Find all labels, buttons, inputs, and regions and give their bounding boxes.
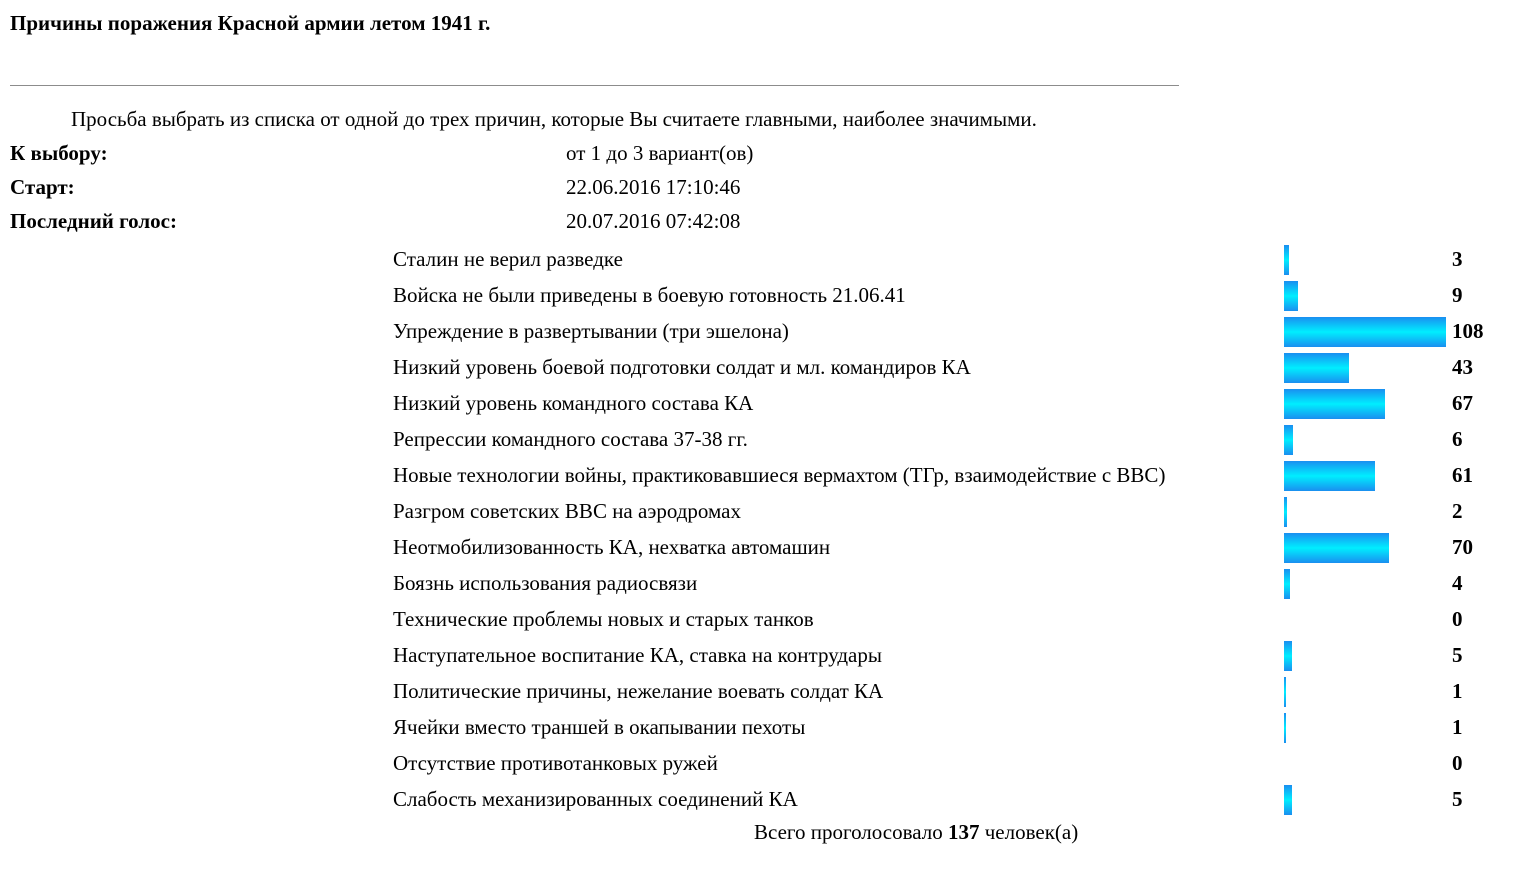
result-bar — [1284, 641, 1292, 671]
option-label: Войска не были приведены в боевую готовность 21.06.41 — [393, 283, 906, 307]
result-row — [393, 713, 1463, 743]
vote-count: 3 — [1452, 247, 1463, 271]
option-label: Слабость механизированных соединений КА — [393, 787, 798, 811]
result-bar — [1284, 713, 1286, 743]
result-row — [393, 425, 1463, 455]
option-label: Низкий уровень боевой подготовки солдат и мл. командиров КА — [393, 355, 971, 379]
meta-label: Последний голос: — [10, 209, 177, 233]
result-bar — [1284, 785, 1292, 815]
result-row — [393, 461, 1473, 491]
vote-count: 0 — [1452, 751, 1463, 775]
result-bar — [1284, 677, 1286, 707]
total-prefix: Всего проголосовало — [754, 820, 943, 844]
result-row — [393, 245, 1463, 275]
result-row — [393, 751, 1463, 775]
vote-count: 70 — [1452, 535, 1473, 559]
vote-count: 9 — [1452, 283, 1463, 307]
result-bar — [1284, 281, 1298, 311]
vote-count: 5 — [1452, 643, 1463, 667]
result-bar — [1284, 425, 1293, 455]
option-label: Наступательное воспитание КА, ставка на контрудары — [393, 643, 882, 667]
vote-count: 1 — [1452, 679, 1463, 703]
meta-value: 20.07.2016 07:42:08 — [566, 209, 741, 233]
result-row — [393, 677, 1463, 707]
vote-count: 4 — [1452, 571, 1463, 595]
option-label: Ячейки вместо траншей в окапывании пехоты — [393, 715, 806, 739]
result-row — [393, 641, 1463, 671]
option-label: Сталин не верил разведке — [393, 247, 623, 271]
vote-count: 6 — [1452, 427, 1463, 451]
meta-value: 22.06.2016 17:10:46 — [566, 175, 741, 199]
option-label: Боязнь использования радиосвязи — [393, 571, 698, 595]
result-bar — [1284, 389, 1385, 419]
result-bar — [1284, 569, 1290, 599]
option-label: Новые технологии войны, практиковавшиеся вермахтом (ТГр, взаимодействие с ВВС) — [393, 463, 1166, 487]
option-label: Политические причины, нежелание воевать солдат КА — [393, 679, 884, 703]
vote-count: 43 — [1452, 355, 1473, 379]
result-row — [393, 281, 1463, 311]
total-votes — [754, 818, 1078, 846]
meta-label: К выбору: — [10, 141, 108, 165]
vote-count: 108 — [1452, 319, 1484, 343]
option-label: Отсутствие противотанковых ружей — [393, 751, 718, 775]
result-bar — [1284, 317, 1446, 347]
result-bar — [1284, 461, 1375, 491]
vote-count: 0 — [1452, 607, 1463, 631]
result-bar — [1284, 533, 1389, 563]
poll-title: Причины поражения Красной армии летом 1941 г. — [10, 11, 491, 35]
result-row — [393, 317, 1484, 347]
result-row — [393, 607, 1463, 631]
result-bar — [1284, 353, 1349, 383]
vote-count: 2 — [1452, 499, 1463, 523]
option-label: Разгром советских ВВС на аэродромах — [393, 499, 741, 523]
result-row — [393, 389, 1473, 419]
vote-count: 67 — [1452, 391, 1473, 415]
result-row — [393, 569, 1463, 599]
option-label: Технические проблемы новых и старых танков — [393, 607, 814, 631]
option-label: Неотмобилизованность КА, нехватка автомашин — [393, 535, 831, 559]
option-label: Низкий уровень командного состава КА — [393, 391, 754, 415]
vote-count: 1 — [1452, 715, 1463, 739]
total-suffix: человек(а) — [984, 820, 1079, 844]
result-row — [393, 497, 1463, 527]
total-count: 137 — [948, 820, 980, 844]
vote-count: 61 — [1452, 463, 1473, 487]
result-bar — [1284, 497, 1287, 527]
option-label: Репрессии командного состава 37-38 гг. — [393, 427, 748, 451]
option-label: Упреждение в развертывании (три эшелона) — [393, 319, 789, 343]
meta-value: от 1 до 3 вариант(ов) — [566, 141, 754, 165]
vote-count: 5 — [1452, 787, 1463, 811]
meta-label: Старт: — [10, 175, 75, 199]
result-row — [393, 533, 1473, 563]
result-row — [393, 785, 1463, 815]
result-row — [393, 353, 1473, 383]
result-bar — [1284, 245, 1289, 275]
poll-instruction: Просьба выбрать из списка от одной до трех причин, которые Вы считаете главными, наиболее значимыми. — [71, 107, 1037, 131]
